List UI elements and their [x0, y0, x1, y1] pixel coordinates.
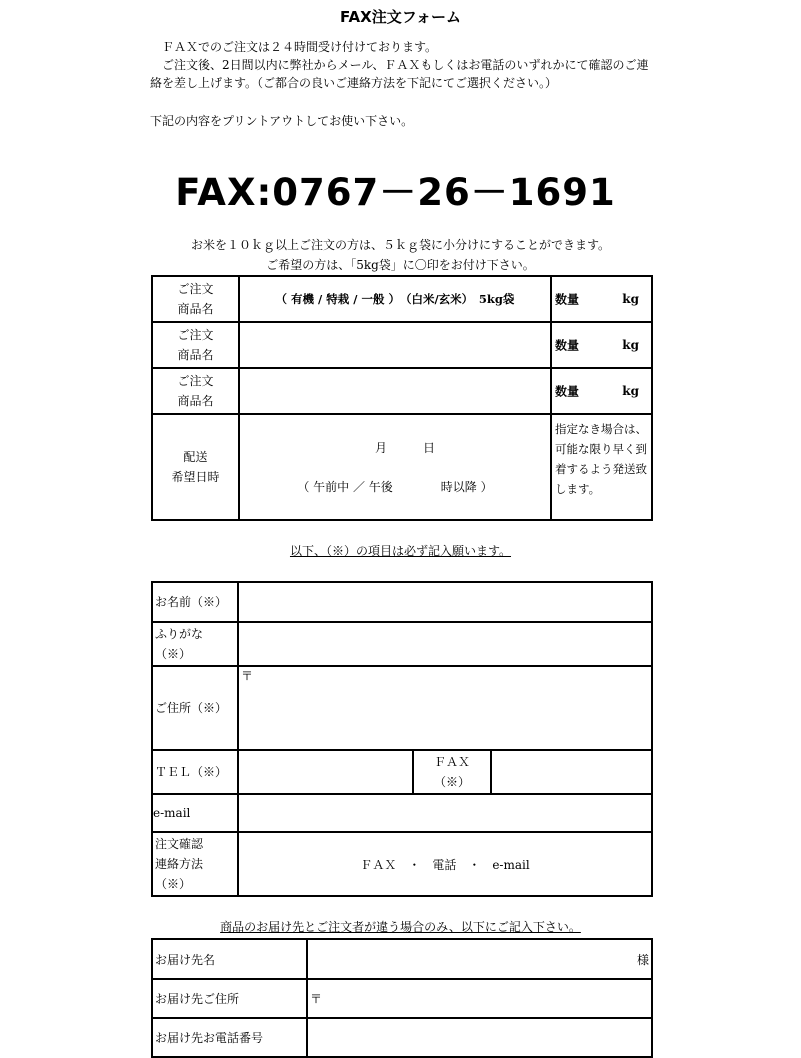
delivery-date-label: 配送 希望日時 — [152, 414, 239, 520]
intro-line-1: ＦＡＸでのご注文は２４時間受け付けております。 — [162, 40, 438, 54]
address-row — [152, 666, 652, 750]
page-title: FAX注文フォーム — [340, 8, 461, 26]
contact-method-options[interactable]: ＦＡＸ ・ 電話 ・ e-mail — [238, 832, 652, 896]
postal-mark: 〒 — [310, 992, 323, 1006]
honorific: 様 — [636, 952, 649, 967]
order-row — [152, 276, 652, 322]
name-input[interactable] — [238, 582, 652, 622]
tel-input[interactable] — [238, 750, 413, 794]
recipient-address-input[interactable] — [307, 979, 652, 1018]
intro-line-2: ご注文後、2日間以内に弊社からメール、ＦＡＸもしくはお電話のいずれかにて確認のご連絡を差し上げます。（ご都合の良いご連絡方法を下記にてご選択ください。） — [150, 58, 649, 90]
tel-label: ＴＥＬ（※） — [152, 750, 238, 794]
customer-table — [151, 581, 653, 897]
recipient-label: お届け先名 — [152, 939, 307, 979]
delivery-table — [151, 938, 653, 1058]
delivery-note: 商品のお届け先とご注文者が違う場合のみ、以下にご記入下さい。 — [220, 920, 581, 934]
order-table — [151, 275, 653, 521]
bag-note-line-2: ご希望の方は、「5kg袋」に〇印をお付け下さい。 — [266, 258, 535, 272]
recipient-input[interactable] — [307, 939, 652, 979]
bag-note-line-1: お米を１０ｋｇ以上ご注文の方は、５ｋｇ袋に小分けにすることができます。 — [190, 238, 611, 252]
furigana-row — [152, 622, 652, 666]
quantity-field[interactable]: 数量 kg — [551, 322, 652, 368]
address-label: ご住所（※） — [152, 666, 238, 750]
print-note: 下記の内容をプリントアウトしてお使い下さい。 — [150, 114, 414, 128]
delivery-date-row — [152, 414, 652, 520]
product-input[interactable] — [239, 368, 551, 414]
contact-method-row — [152, 832, 652, 896]
furigana-input[interactable] — [238, 622, 652, 666]
product-label: ご注文 商品名 — [152, 276, 239, 322]
recipient-row — [152, 939, 652, 979]
product-input[interactable] — [239, 322, 551, 368]
email-label: e-mail — [152, 794, 238, 832]
recipient-phone-label: お届け先お電話番号 — [152, 1018, 307, 1057]
delivery-date-text: 月 日 — [374, 441, 435, 455]
postal-mark: 〒 — [241, 669, 254, 683]
delivery-time-text: （ 午前中 ／ 午後 時以降 ） — [297, 480, 493, 494]
recipient-phone-input[interactable] — [307, 1018, 652, 1057]
order-row — [152, 322, 652, 368]
product-label: ご注文 商品名 — [152, 322, 239, 368]
intro-text — [150, 38, 660, 92]
recipient-address-row — [152, 979, 652, 1018]
delivery-date-input[interactable] — [239, 414, 551, 520]
name-label: お名前（※） — [152, 582, 238, 622]
furigana-label: ふりがな （※） — [152, 622, 238, 666]
delivery-hint: 指定なき場合は、 可能な限り早く到着するよう発送致します。 — [551, 414, 652, 520]
address-input[interactable] — [238, 666, 652, 750]
tel-fax-row — [152, 750, 652, 794]
email-row — [152, 794, 652, 832]
fax-label: ＦＡＸ （※） — [413, 750, 491, 794]
email-input[interactable] — [238, 794, 652, 832]
required-note: 以下、（※）の項目は必ず記入願います。 — [289, 544, 512, 558]
product-label: ご注文 商品名 — [152, 368, 239, 414]
quantity-field[interactable]: 数量 kg — [551, 368, 652, 414]
recipient-address-label: お届け先ご住所 — [152, 979, 307, 1018]
product-options[interactable]: （ 有機 / 特栽 / 一般 ） （白米/玄米） 5kg袋 — [239, 276, 551, 322]
fax-number: FAX:0767－26－1691 — [175, 171, 616, 214]
recipient-phone-row — [152, 1018, 652, 1057]
name-row — [152, 582, 652, 622]
fax-input[interactable] — [491, 750, 652, 794]
quantity-field[interactable]: 数量 kg — [551, 276, 652, 322]
contact-method-label: 注文確認 連絡方法 （※） — [152, 832, 238, 896]
order-row — [152, 368, 652, 414]
